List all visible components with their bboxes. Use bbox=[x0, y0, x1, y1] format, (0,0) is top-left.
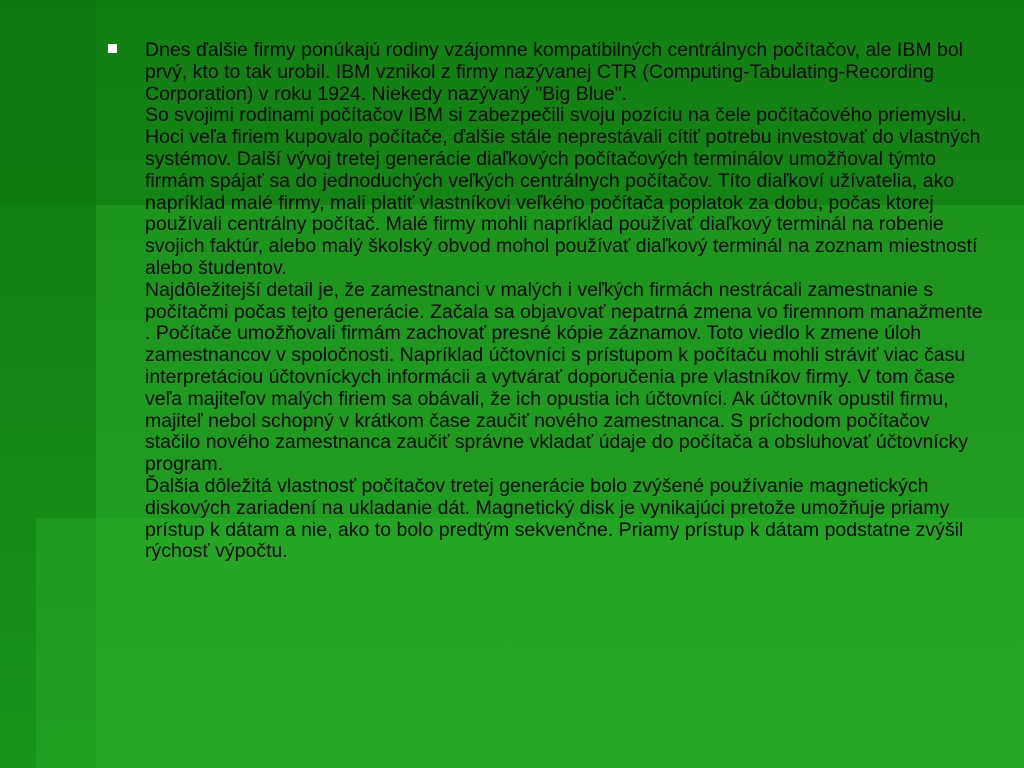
paragraph-ibm-history: Dnes ďalšie firmy ponúkajú rodiny vzájomne kompatibilných centrálnych počítačov, ale IBM bol prvý, kto to tak urobil. IBM vznikol z firmy nazývanej CTR (Computing-Tabulating-Recording Corporation) v roku 1924. Niekedy nazývaný "Big Blue". bbox=[145, 39, 964, 105]
bullet-text bbox=[145, 40, 988, 563]
slide-body bbox=[108, 40, 988, 563]
paragraph-remote-terminals: So svojimi rodinami počítačov IBM si zabezpečili svoju pozíciu na čele počítačového priemyslu. Hoci veľa firiem kupovalo počítače, ďalšie stále neprestávali cítiť potrebu investovať do vlastných systémov. Další vývoj tretej generácie diaľkových počítačových terminálov umožňoval týmto firmám spájať sa do jednoduchých veľkých centrálnych počítačov. Títo diaľkoví užívatelia, ako napríklad malé firmy, mali platiť vlastníkovi veľkého počítača poplatok za dobu, počas ktorej používali centrálny počítač. Malé firmy mohli napríklad používať diaľkový terminál na robenie svojich faktúr, alebo malý školský obvod mohol používať diaľkový terminál na zoznam miestností alebo študentov. bbox=[145, 104, 981, 279]
square-bullet-icon bbox=[108, 44, 117, 53]
paragraph-magnetic-disks: Ďalšia dôležitá vlastnosť počítačov tretej generácie bolo zvýšené používanie magnetických diskových zariadení na ukladanie dát. Magnetický disk je vynikajúci pretože umožňuje priamy prístup k dátam a nie, ako to bolo predtým sekvenčne. Priamy prístup k dátam podstatne zvýšil rýchosť výpočtu. bbox=[145, 474, 964, 563]
paragraph-management-change: Najdôležitejší detail je, že zamestnanci v malých i veľkých firmách nestrácali zamestnanie s počítačmi počas tejto generácie. Začala sa objavovať nepatrná zmena vo firemnom manažmente . Počítače umožňovali firmám zachovať presné kópie záznamov. Toto viedlo k zmene úloh zamestnancov v spoločnosti. Napríklad účtovníci s prístupom k počítaču mohli stráviť viac času interpretáciou účtovníckych informácii a vytvárať doporučenia pre vlastníkov firmy. V tom čase veľa majiteľov malých firiem sa obávali, že ich opustia ich účtovníci. Ak účtovník opustil firmu, majiteľ nebol schopný v krátkom čase zaučiť nového zamestnanca. S príchodom počítačov stačilo nového zamestnanca zaučiť správne vkladať údaje do počítača a obsluhovať účtovnícky program. bbox=[145, 278, 983, 476]
